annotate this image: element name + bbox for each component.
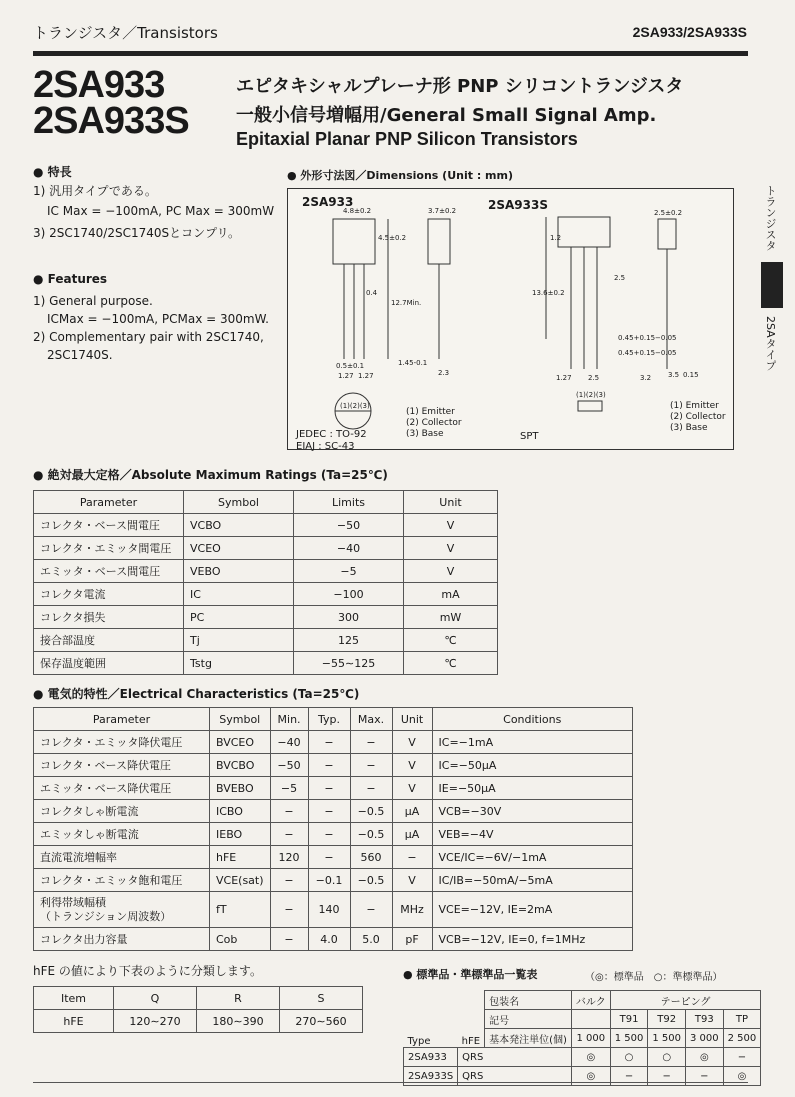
cell: hFE (461, 1036, 481, 1047)
cell: コレクタ・エミッタ降伏電圧 (34, 731, 210, 754)
cell: IC (184, 583, 294, 606)
cell: hFE (34, 1010, 114, 1033)
cell: −100 (294, 583, 404, 606)
dim-label-14: 1.2 (550, 234, 562, 242)
abs-max-table (33, 490, 498, 675)
col-header: Item (34, 987, 114, 1010)
dim-label-5: 1.27 (338, 372, 354, 380)
cell: − (308, 731, 350, 754)
table-row (34, 869, 633, 892)
dim-label-2: 3.7±0.2 (428, 207, 457, 215)
col-header: Min. (270, 708, 308, 731)
cell: Type (407, 1036, 431, 1047)
dim-right-model: 2SA933S (488, 198, 548, 212)
cell: 1 000 (571, 1029, 610, 1048)
cell: − (270, 823, 308, 846)
table-row (34, 583, 498, 606)
cell: pF (392, 928, 432, 951)
cell: BVCEO (210, 731, 271, 754)
spt-side (658, 219, 676, 249)
cell: − (686, 1067, 724, 1086)
cell: TP (723, 1010, 761, 1029)
cell: V (392, 754, 432, 777)
pin-labels-right (670, 401, 726, 434)
cell: −55∼125 (294, 652, 404, 675)
cell: IC=−1mA (432, 731, 632, 754)
features-jp-heading: ● 特長 (33, 165, 72, 179)
elec-table (33, 707, 633, 951)
cell: コレクタ・ベース間電圧 (34, 514, 184, 537)
cell: − (648, 1067, 686, 1086)
cell: ◎ (571, 1048, 610, 1067)
cell: −0.5 (350, 869, 392, 892)
cell: 5.0 (350, 928, 392, 951)
cell: 2SA933 (404, 1048, 458, 1067)
col-header: Unit (392, 708, 432, 731)
cell: 270∼560 (280, 1010, 363, 1033)
cell: 包装名 (485, 991, 572, 1010)
cell: − (308, 846, 350, 869)
dim-label-21: 0.15 (683, 371, 699, 379)
col-header: Symbol (210, 708, 271, 731)
cell: VCB=−30V (432, 800, 632, 823)
cell: 180∼390 (197, 1010, 280, 1033)
spt-bottom-view (578, 401, 602, 411)
table-header-row (34, 708, 633, 731)
cell: −5 (270, 777, 308, 800)
table-row (34, 629, 498, 652)
cell: コレクタ損失 (34, 606, 184, 629)
spt-body (558, 217, 610, 247)
cell: − (270, 928, 308, 951)
cell: QRS (458, 1048, 572, 1067)
cell: − (270, 869, 308, 892)
cell: − (610, 1067, 648, 1086)
cell: VCEO (184, 537, 294, 560)
pin-right-emitter: (1) Emitter (670, 401, 719, 411)
cell: 接合部温度 (34, 629, 184, 652)
table-header-row (34, 987, 363, 1010)
header-category: トランジスタ／Transistors (33, 24, 218, 42)
title-jp: エピタキシャルプレーナ形 PNP シリコントランジスタ (236, 76, 684, 97)
cell: hFE (210, 846, 271, 869)
table-row (34, 514, 498, 537)
table-row (34, 731, 633, 754)
col-header: Q (114, 987, 197, 1010)
table-row (34, 652, 498, 675)
dim-label-1: 4.8±0.2 (343, 207, 372, 215)
cell: 1 500 (610, 1029, 648, 1048)
cell: − (392, 846, 432, 869)
cell: −50 (270, 754, 308, 777)
cell: V (392, 731, 432, 754)
pin-labels-left (406, 407, 462, 440)
side-tab-bottom: 2SAタイプ (764, 316, 777, 371)
cell: Tstg (184, 652, 294, 675)
cell: 300 (294, 606, 404, 629)
hfe-class-table (33, 986, 363, 1033)
dim-label-8: 1.45-0.1 (398, 359, 428, 367)
cell: BVEBO (210, 777, 271, 800)
cell: V (392, 869, 432, 892)
header-rule (33, 51, 748, 56)
cell: ℃ (404, 629, 498, 652)
cell: V (404, 514, 498, 537)
col-header: Max. (350, 708, 392, 731)
cell: VEBO (184, 560, 294, 583)
col-header: S (280, 987, 363, 1010)
table-row (34, 846, 633, 869)
cell: コレクタ・ベース降伏電圧 (34, 754, 210, 777)
header-parts: 2SA933/2SA933S (632, 24, 747, 40)
package-eiaj: EIAJ : SC-43 (296, 441, 355, 452)
cell: コレクタ・エミッタ間電圧 (34, 537, 184, 560)
table-row (34, 892, 633, 928)
cell: − (308, 823, 350, 846)
cell: − (308, 777, 350, 800)
cell: mA (404, 583, 498, 606)
col-header: Unit (404, 491, 498, 514)
cell: VCE=−12V, IE=2mA (432, 892, 632, 928)
cell: エミッタ・ベース降伏電圧 (34, 777, 210, 800)
cell: VEB=−4V (432, 823, 632, 846)
cell: MHz (392, 892, 432, 928)
table-row (34, 606, 498, 629)
cell: 120 (270, 846, 308, 869)
title-en: Epitaxial Planar PNP Silicon Transistors (236, 129, 578, 149)
dim-label-6: 1.27 (358, 372, 374, 380)
cell: V (404, 560, 498, 583)
dim-label-7: 2.3 (438, 369, 450, 377)
dim-label-11: (1)(2)(3) (340, 402, 370, 410)
table-row (34, 1010, 363, 1033)
cell: 2 500 (723, 1029, 761, 1048)
title-usage: 一般小信号増幅用/General Small Signal Amp. (236, 105, 657, 126)
cell: −0.5 (350, 823, 392, 846)
cell: コレクタ電流 (34, 583, 184, 606)
col-header: Limits (294, 491, 404, 514)
cell: IEBO (210, 823, 271, 846)
cell: ICBO (210, 800, 271, 823)
hfe-note: hFE の値により下表のように分類します。 (33, 964, 262, 978)
table-row (404, 991, 761, 1010)
col-header: R (197, 987, 280, 1010)
dimensions-box (287, 188, 734, 450)
cell: 120∼270 (114, 1010, 197, 1033)
dim-label-17: 0.45+0.15−0.05 (618, 334, 677, 342)
cell: VCB=−12V, IE=0, f=1MHz (432, 928, 632, 951)
to92-side (428, 219, 450, 264)
cell: T92 (648, 1010, 686, 1029)
side-tab-marker (761, 262, 783, 308)
cell: ◎ (723, 1067, 761, 1086)
cell: − (308, 754, 350, 777)
features-jp-item-1: 1) 汎用タイプである。 (33, 184, 157, 198)
cell: IC/IB=−50mA/−5mA (432, 869, 632, 892)
table-row (34, 777, 633, 800)
cell: 140 (308, 892, 350, 928)
cell: VCE/IC=−6V/−1mA (432, 846, 632, 869)
cell: μA (392, 823, 432, 846)
dim-label-16: 2.5 (614, 274, 626, 282)
cell: 1 500 (648, 1029, 686, 1048)
pin-left-collector: (2) Collector (406, 418, 462, 428)
cell: エミッタしゃ断電流 (34, 823, 210, 846)
cell: ○ (648, 1048, 686, 1067)
cell: − (350, 754, 392, 777)
cell: コレクタしゃ断電流 (34, 800, 210, 823)
elec-heading: ● 電気的特性／Electrical Characteristics (Ta=25℃) (33, 687, 360, 701)
features-en-item-3: 2) Complementary pair with 2SC1740, (33, 330, 264, 344)
dim-label-12: (1)(2)(3) (576, 391, 606, 399)
features-en-heading: ● Features (33, 272, 108, 286)
dim-left-model: 2SA933 (302, 195, 354, 209)
dim-label-3: 12.7Min. (391, 299, 422, 307)
cell: T93 (686, 1010, 724, 1029)
cell: 3 000 (686, 1029, 724, 1048)
pin-right-base: (3) Base (670, 423, 708, 433)
col-header: Typ. (308, 708, 350, 731)
cell: −40 (270, 731, 308, 754)
cell: −40 (294, 537, 404, 560)
col-header: Parameter (34, 708, 210, 731)
pin-left-base: (3) Base (406, 429, 444, 439)
cell: QRS (458, 1067, 572, 1086)
dim-label-10: 4.5±0.2 (378, 234, 407, 242)
to92-body (333, 219, 375, 264)
col-header: Parameter (34, 491, 184, 514)
features-en-item-2: ICMax = −100mA, PCMax = 300mW. (47, 312, 269, 326)
cell: コレクタ・エミッタ飽和電圧 (34, 869, 210, 892)
cell: 記号 (485, 1010, 572, 1029)
cell: VCBO (184, 514, 294, 537)
table-row (404, 1048, 761, 1067)
cell: ◎ (686, 1048, 724, 1067)
cell: 2SA933S (404, 1067, 458, 1086)
table-row (34, 754, 633, 777)
part-number-1: 2SA933 (33, 64, 165, 106)
cell: μA (392, 800, 432, 823)
cell: fT (210, 892, 271, 928)
part-number-2: 2SA933S (33, 100, 189, 142)
cell: − (270, 800, 308, 823)
cell: 直流電流増幅率 (34, 846, 210, 869)
table-row (34, 823, 633, 846)
cell: ◎ (571, 1067, 610, 1086)
abs-max-heading: ● 絶対最大定格／Absolute Maximum Ratings (Ta=25℃) (33, 468, 388, 482)
cell: −0.1 (308, 869, 350, 892)
dim-label-22: 1.27 (556, 374, 572, 382)
cell: V (404, 537, 498, 560)
package-jedec: JEDEC : TO-92 (296, 429, 367, 440)
cell: 保存温度範囲 (34, 652, 184, 675)
col-header: Conditions (432, 708, 632, 731)
side-tab-top: トランジスタ (764, 185, 777, 251)
dimensions-drawing (288, 189, 733, 449)
cell (571, 1010, 610, 1029)
table-row (34, 537, 498, 560)
cell: − (308, 800, 350, 823)
cell: Cob (210, 928, 271, 951)
features-en-item-1: 1) General purpose. (33, 294, 153, 308)
dim-label-15: 13.6±0.2 (532, 289, 565, 297)
cell: ℃ (404, 652, 498, 675)
dim-label-20: 3.5 (668, 371, 680, 379)
cell: − (350, 731, 392, 754)
table-row (34, 800, 633, 823)
cell: 基本発注単位(個) (485, 1029, 572, 1048)
dim-label-9: 0.4 (366, 289, 378, 297)
col-header: Symbol (184, 491, 294, 514)
table-row (34, 560, 498, 583)
cell: − (270, 892, 308, 928)
dim-label-4: 0.5±0.1 (336, 362, 365, 370)
features-jp-item-2: IC Max = −100mA, PC Max = 300mW (47, 204, 275, 218)
dim-label-23: 3.2 (640, 374, 652, 382)
cell: − (350, 777, 392, 800)
cell: 125 (294, 629, 404, 652)
cell: mW (404, 606, 498, 629)
cell: 4.0 (308, 928, 350, 951)
cell: −0.5 (350, 800, 392, 823)
cell: T91 (610, 1010, 648, 1029)
std-list-table (403, 990, 761, 1086)
std-list-heading: ● 標準品・準標準品一覧表 (403, 968, 538, 981)
cell: ○ (610, 1048, 648, 1067)
table-row (34, 928, 633, 951)
table-header-row (34, 491, 498, 514)
cell: IE=−50μA (432, 777, 632, 800)
cell: V (392, 777, 432, 800)
cell: エミッタ・ベース間電圧 (34, 560, 184, 583)
cell: VCE(sat) (210, 869, 271, 892)
package-spt: SPT (520, 431, 539, 442)
cell: −5 (294, 560, 404, 583)
footer-rule (33, 1082, 748, 1083)
cell: 利得帯域幅積 （トランジション周波数） (34, 892, 210, 928)
dim-label-13: 2.5±0.2 (654, 209, 683, 217)
dim-label-18: 0.45+0.15−0.05 (618, 349, 677, 357)
dim-label-19: 2.5 (588, 374, 600, 382)
cell: Tj (184, 629, 294, 652)
cell: PC (184, 606, 294, 629)
cell: BVCBO (210, 754, 271, 777)
dimensions-heading: ● 外形寸法図／Dimensions (Unit : mm) (287, 169, 513, 182)
pin-right-collector: (2) Collector (670, 412, 726, 422)
cell: 560 (350, 846, 392, 869)
cell: − (350, 892, 392, 928)
features-en-item-4: 2SC1740S. (47, 348, 113, 362)
cell: コレクタ出力容量 (34, 928, 210, 951)
cell: テーピング (610, 991, 761, 1010)
cell: − (723, 1048, 761, 1067)
cell: バルク (571, 991, 610, 1010)
cell: IC=−50μA (432, 754, 632, 777)
std-list-legend: （◎：標準品 ○：準標準品） (585, 972, 723, 983)
pin-left-emitter: (1) Emitter (406, 407, 455, 417)
features-jp-item-3: 3) 2SC1740/2SC1740Sとコンプリ。 (33, 226, 241, 240)
cell: −50 (294, 514, 404, 537)
